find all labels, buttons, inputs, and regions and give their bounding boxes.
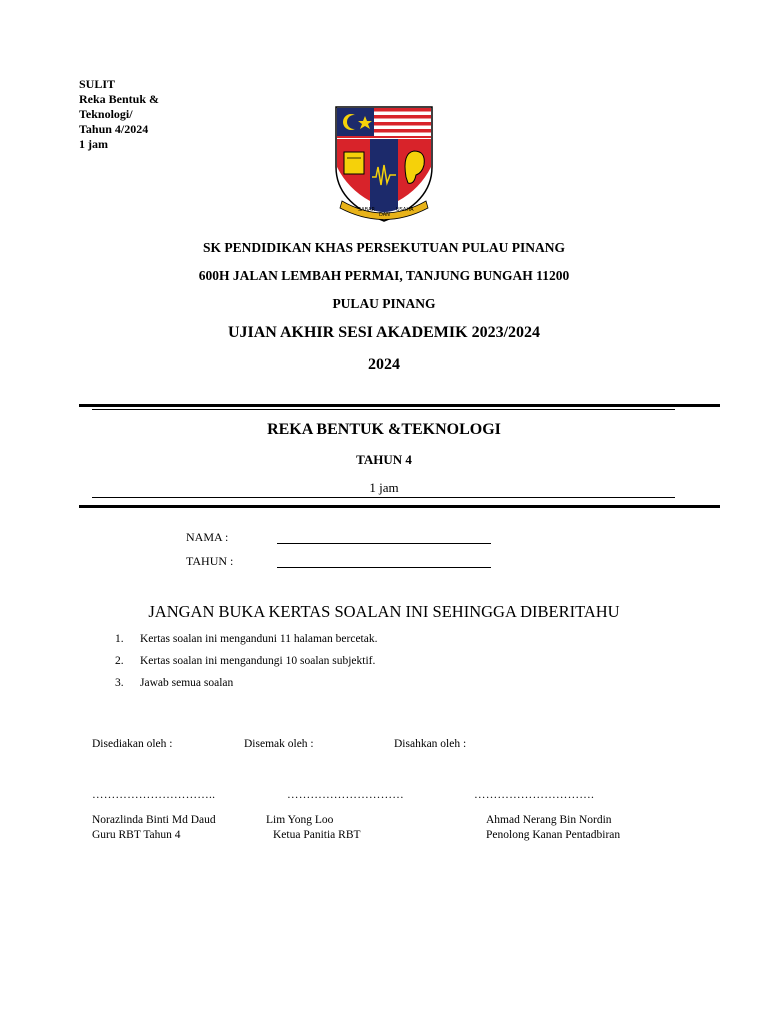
- exam-duration: 1 jam: [369, 480, 399, 495]
- year-label: TAHUN :: [186, 554, 234, 568]
- approved-by-label: Disahkan oleh :: [394, 738, 467, 750]
- exam-year: 2024: [368, 356, 400, 373]
- divider-bottom-thin: [92, 497, 675, 498]
- prepared-signature-line: …………………………..: [92, 789, 216, 801]
- subject-line-2: Teknologi/: [79, 107, 133, 121]
- checked-by-label: Disemak oleh :: [244, 738, 314, 750]
- instruction-item: [115, 655, 375, 667]
- approved-by-role: Penolong Kanan Pentadbiran: [486, 829, 621, 841]
- header-block: [79, 77, 159, 152]
- prepared-by-label: Disediakan oleh :: [92, 738, 173, 750]
- instruction-item: [115, 633, 377, 645]
- checked-by-block: [266, 813, 361, 843]
- instruction-number: 1.: [115, 633, 124, 645]
- instruction-text: Kertas soalan ini mengandungi 10 soalan subjektif.: [140, 655, 376, 667]
- prepared-by-role: Guru RBT Tahun 4: [92, 829, 181, 841]
- header-duration: 1 jam: [79, 137, 108, 151]
- divider-top-thick: [79, 404, 720, 407]
- exam-form: TAHUN 4: [356, 452, 412, 467]
- prepared-by-block: [92, 813, 216, 843]
- classification: SULIT: [79, 77, 116, 91]
- crest-motto-right: USAHA: [396, 207, 414, 213]
- checked-by-role: Ketua Panitia RBT: [273, 829, 361, 841]
- name-label: NAMA :: [186, 530, 229, 544]
- instruction-number: 2.: [115, 655, 124, 667]
- instruction-text: Jawab semua soalan: [140, 677, 234, 689]
- checked-by-name: Lim Yong Loo: [266, 814, 334, 826]
- prepared-by-name: Norazlinda Binti Md Daud: [92, 814, 216, 826]
- school-address-1: 600H JALAN LEMBAH PERMAI, TANJUNG BUNGAH 11200: [198, 268, 570, 283]
- school-crest-icon: [334, 105, 434, 225]
- exam-title: UJIAN AKHIR SESI AKADEMIK 2023/2024: [227, 324, 541, 341]
- approved-by-block: [486, 813, 620, 843]
- divider-bottom-thick: [79, 505, 720, 508]
- approved-signature-line: ………………………….: [474, 789, 595, 801]
- approved-by-name: Ahmad Nerang Bin Nordin: [486, 814, 612, 826]
- crest-motto-mid: DAN: [379, 212, 390, 218]
- instruction-text: Kertas soalan ini menganduni 11 halaman bercetak.: [140, 633, 378, 645]
- crest-motto-left: SABAR: [358, 207, 376, 213]
- divider-top-thin: [92, 409, 675, 410]
- year-code: Tahun 4/2024: [79, 122, 149, 136]
- school-address-2: PULAU PINANG: [332, 296, 436, 311]
- name-field[interactable]: [277, 543, 491, 544]
- exam-subject: REKA BENTUK &TEKNOLOGI: [267, 421, 501, 438]
- instruction-item: [115, 677, 233, 689]
- checked-signature-line: …………………………: [287, 789, 404, 801]
- instruction-number: 3.: [115, 677, 124, 689]
- warning-text: JANGAN BUKA KERTAS SOALAN INI SEHINGGA DIBERITAHU: [148, 602, 620, 621]
- year-field[interactable]: [277, 567, 491, 568]
- school-name: SK PENDIDIKAN KHAS PERSEKUTUAN PULAU PINANG: [203, 240, 565, 255]
- subject-line-1: Reka Bentuk &: [79, 92, 160, 106]
